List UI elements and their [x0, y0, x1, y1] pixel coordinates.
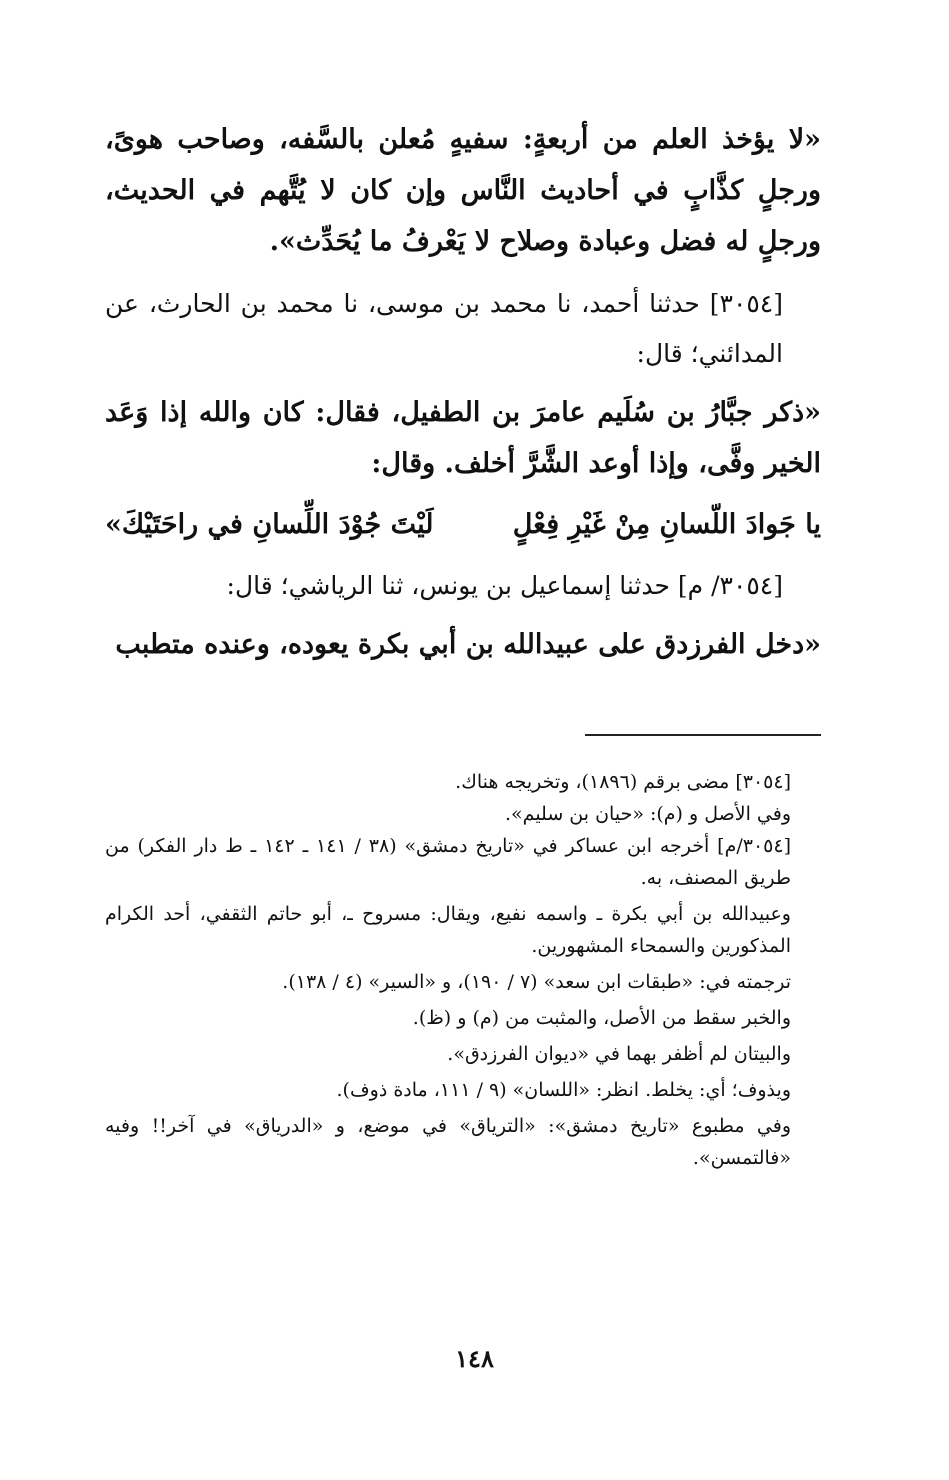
isnad-paragraph: [٣٠٥٤] حدثنا أحمد، نا محمد بن موسى، نا محمد بن الحارث، عن المدائني؛ قال: — [105, 289, 783, 368]
main-text — [105, 114, 821, 670]
quote-paragraph: «ذكر جبَّارُ بن سُلَيم عامرَ بن الطفيل، فقال: كان والله إذا وَعَد الخير وفَّى، وإذا أوعد الشَّرَّ أخلف. وقال: — [105, 397, 821, 479]
footnote: وعبيدالله بن أبي بكرة ـ واسمه نفيع، ويقال: مسروح ـ، أبو حاتم الثقفي، أحد الكرام المذكورين والسمحاء المشهورين. — [105, 903, 791, 957]
footnote: ويذوف؛ أي: يخلط. انظر: «اللسان» (٩ / ١١١، مادة ذوف). — [336, 1079, 791, 1101]
footnote: ترجمته في: «طبقات ابن سعد» (٧ / ١٩٠)، و «السير» (٤ / ١٣٨). — [282, 971, 791, 993]
footnote: والبيتان لم أظفر بهما في «ديوان الفرزدق». — [447, 1043, 791, 1065]
footnote-separator — [585, 734, 821, 736]
footnote: [٣٠٥٤] مضى برقم (١٨٩٦)، وتخريجه هناك. — [455, 771, 791, 793]
page-number: ١٤٨ — [455, 1344, 494, 1373]
footnote: والخبر سقط من الأصل، والمثبت من (م) و (ظ). — [412, 1007, 791, 1029]
isnad-paragraph: [٣٠٥٤/ م] حدثنا إسماعيل بن يونس، ثنا الرياشي؛ قال: — [226, 571, 783, 600]
verse-hemistich-first: يا جَوادَ اللّسانِ مِنْ غَيْرِ فِعْلٍ — [512, 509, 821, 540]
poetry-verse — [105, 495, 821, 555]
quote-paragraph: «دخل الفرزدق على عبيدالله بن أبي بكرة يعوده، وعنده متطبب — [115, 629, 821, 660]
footnote: وفي الأصل و (م): «حيان بن سليم». — [505, 803, 791, 825]
footnote: وفي مطبوع «تاريخ دمشق»: «الترياق» في موضع، و «الدرياق» في آخر!! وفيه «فالتمسن». — [105, 1115, 791, 1169]
verse-hemistich-second: لَيْتَ جُوْدَ اللِّسانِ في راحَتَيْكَ» — [105, 509, 434, 540]
footnotes — [105, 766, 821, 1174]
quote-paragraph: «لا يؤخذ العلم من أربعةٍ: سفيهٍ مُعلن بالسَّفه، وصاحب هوىً، ورجلٍ كذَّابٍ في أحاديث النَّاس وإن كان لا يُتَّهم في الحديث، ورجلٍ له فضل وعبادة وصلاح لا يَعْرفُ ما يُحَدِّث». — [105, 124, 821, 257]
footnote: [٣٠٥٤/م] أخرجه ابن عساكر في «تاريخ دمشق» (٣٨ / ١٤١ ـ ١٤٢ ـ ط دار الفكر) من طريق المصنف، به. — [105, 835, 791, 889]
